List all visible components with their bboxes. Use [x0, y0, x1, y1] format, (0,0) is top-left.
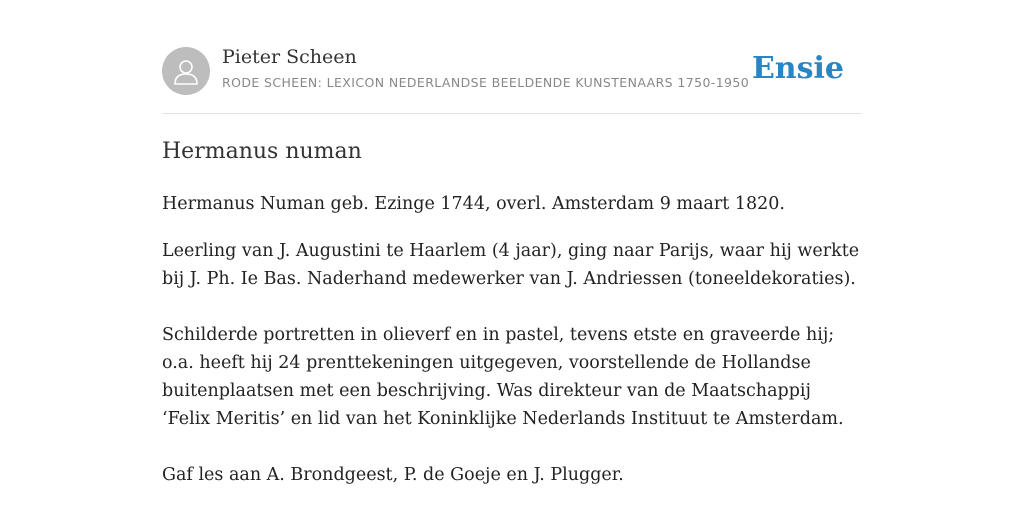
user-icon	[171, 56, 201, 86]
paragraph-2: Leerling van J. Augustini te Haarlem (4 jaar), ging naar Parijs, waar hij werkte bij J. Ph. Ie Bas. Naderhand medewerker van J. Andriessen (toneeldekoraties).	[162, 241, 860, 289]
ensie-logo[interactable]: Ensie	[751, 51, 844, 86]
article-title: Hermanus numan	[162, 139, 362, 164]
source-title[interactable]: RODE SCHEEN: LEXICON NEDERLANDSE BEELDENDE KUNSTENAARS 1750-1950	[222, 75, 750, 90]
paragraph-3: Schilderde portretten in olieverf en in pastel, tevens etste en graveerde hij; o.a. heeft hij 24 prenttekeningen uitgegeven, voorstellende de Hollandse buitenplaatsen met een beschrijving. Was direkteur van de Maatschappij ‘Felix Meritis’ en lid van het Koninklijke Nederlands Instituut te Amsterdam.	[162, 325, 844, 429]
paragraph-4: Gaf les aan A. Brondgeest, P. de Goeje en J. Plugger.	[162, 465, 624, 485]
article-header	[162, 0, 862, 114]
avatar[interactable]	[162, 47, 210, 95]
paragraph-1: Hermanus Numan geb. Ezinge 1744, overl. Amsterdam 9 maart 1820.	[162, 194, 785, 214]
article-body	[162, 190, 862, 489]
author-name[interactable]: Pieter Scheen	[222, 46, 357, 68]
article-page	[162, 0, 862, 485]
